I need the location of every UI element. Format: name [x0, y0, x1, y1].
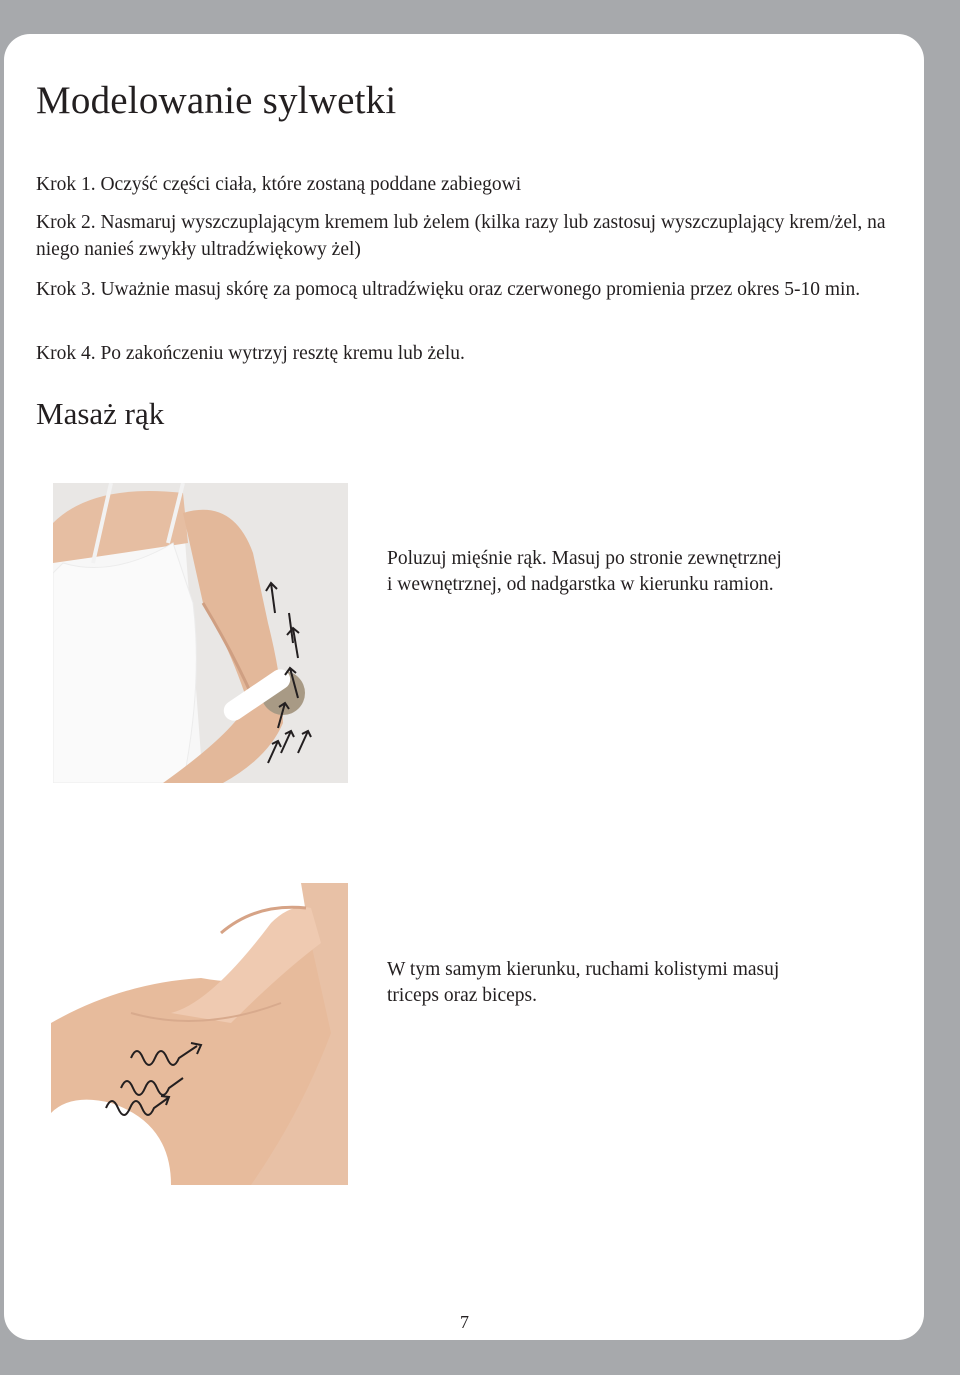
step-1: Krok 1. Oczyść części ciała, które zostaną poddane zabiegowi [36, 174, 522, 195]
arm-massage-caption: Poluzuj mięśnie rąk. Masuj po stronie zewnętrznej i wewnętrznej, od nadgarstka w kierunku ramion. [387, 548, 782, 595]
page-number: 7 [460, 1312, 469, 1332]
section-title: Masaż rąk [36, 396, 165, 431]
triceps-biceps-caption: W tym samym kierunku, ruchami kolistymi masuj triceps oraz biceps. [387, 959, 780, 1006]
step-2: Krok 2. Nasmaruj wyszczuplającym kremem lub żelem (kilka razy lub zastosuj wyszczuplający krem/żel, na niego nanieś zwykły ultradźwiękowy żel) [36, 212, 886, 260]
step-3: Krok 3. Uważnie masuj skórę za pomocą ultradźwięku oraz czerwonego promienia przez okres 5-10 min. [36, 279, 861, 300]
arm-massage-photo [53, 483, 348, 783]
page-sheet [4, 34, 924, 1340]
step-4: Krok 4. Po zakończeniu wytrzyj resztę kremu lub żelu. [36, 343, 465, 364]
triceps-biceps-photo [51, 883, 348, 1185]
page-title: Modelowanie sylwetki [36, 79, 397, 122]
